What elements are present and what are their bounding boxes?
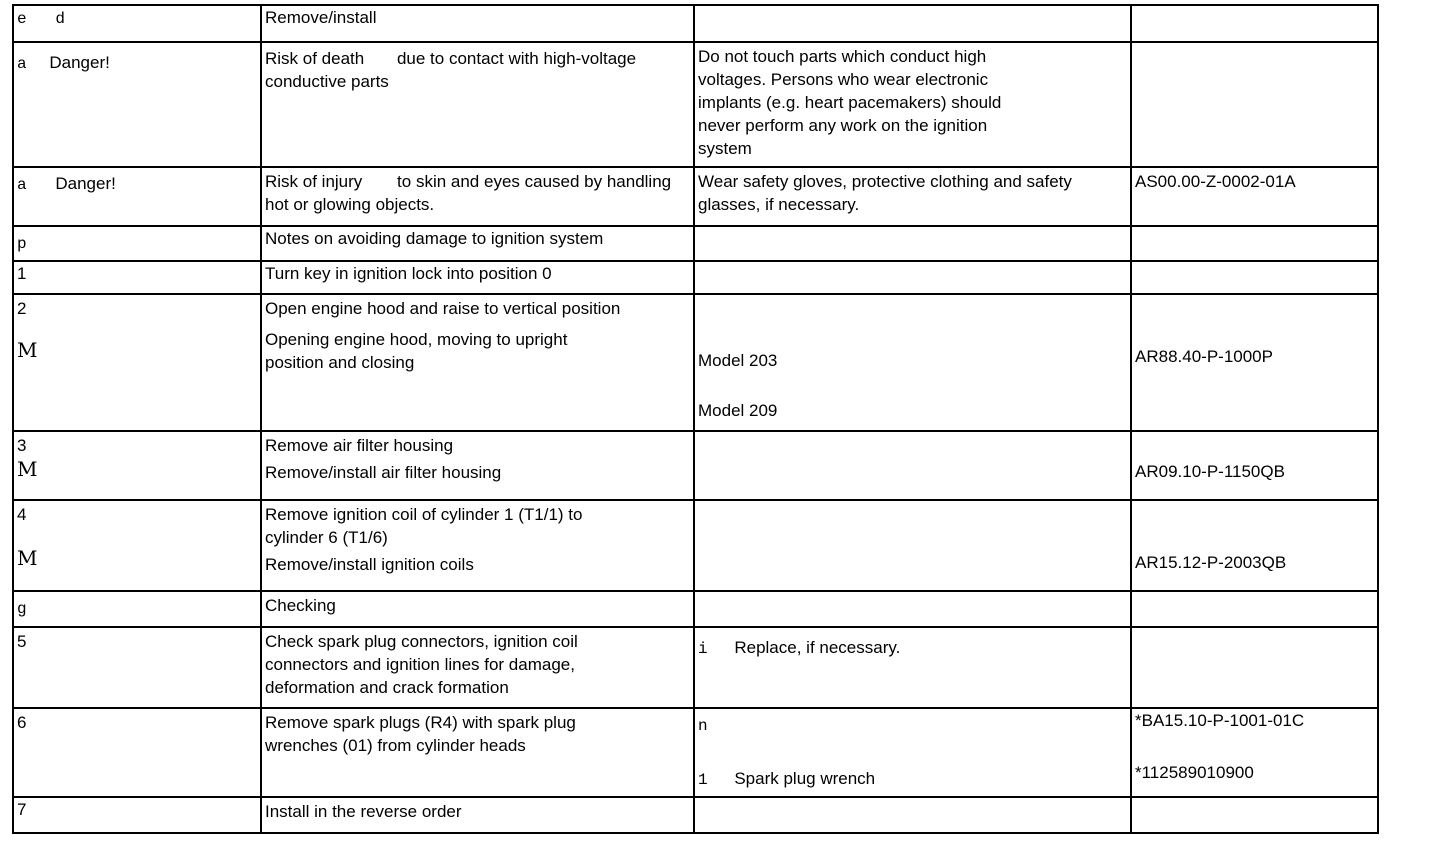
maintenance-icon: M	[17, 338, 38, 362]
row-symbol-cell	[13, 591, 261, 627]
table-row	[13, 708, 1378, 797]
table-row	[13, 167, 1378, 226]
row-step-number: 1	[13, 261, 261, 294]
row-notes	[694, 797, 1131, 833]
tool-name: Spark plug wrench	[734, 769, 876, 788]
step-number: 3	[17, 436, 27, 455]
table-row	[13, 591, 1378, 627]
reference-code: *BA15.10-P-1001-01C	[1135, 711, 1305, 730]
procedure-table	[12, 4, 1379, 834]
tool-icon: n	[698, 717, 708, 735]
model-note: Model 209	[698, 401, 778, 420]
row-reference: AS00.00-Z-0002-01A	[1131, 167, 1378, 226]
row-reference	[1131, 627, 1378, 708]
table-row	[13, 261, 1378, 294]
row-step-number: 7	[13, 797, 261, 833]
row-notes: Wear safety gloves, protective clothing and safety glasses, if necessary.	[694, 167, 1131, 226]
row-text	[261, 431, 694, 500]
danger-label: Danger!	[49, 53, 110, 72]
tool-part-number: *112589010900	[1135, 763, 1254, 782]
row-text: Install in the reverse order	[261, 797, 694, 833]
step-reference-title: Opening engine hood, moving to upright position and closing	[265, 330, 568, 372]
row-reference	[1131, 5, 1378, 42]
row-step-number: 6	[13, 708, 261, 797]
row-reference	[1131, 261, 1378, 294]
danger-icon: a	[17, 176, 27, 194]
row-text: Checking	[261, 591, 694, 627]
table-row	[13, 500, 1378, 591]
row-text	[261, 42, 694, 167]
row-symbol-cell	[13, 5, 261, 42]
row-reference: AR88.40-P-1000P	[1131, 294, 1378, 431]
table-row	[13, 431, 1378, 500]
row-reference	[1131, 226, 1378, 261]
checking-icon: g	[17, 600, 27, 618]
risk-heading: Risk of death	[265, 49, 365, 68]
row-reference	[1131, 708, 1378, 797]
row-notes	[694, 708, 1131, 797]
row-text: Notes on avoiding damage to ignition system	[261, 226, 694, 261]
notes-icon: p	[17, 235, 27, 253]
table-row	[13, 627, 1378, 708]
remove-install-icon-2: d	[55, 10, 65, 28]
row-text	[261, 294, 694, 431]
step-reference-title: Remove/install ignition coils	[265, 555, 474, 574]
row-notes	[694, 5, 1131, 42]
row-notes	[694, 627, 1131, 708]
row-symbol-cell	[13, 226, 261, 261]
danger-icon: a	[17, 55, 27, 73]
row-notes	[694, 591, 1131, 627]
risk-detail: due to contact with high-voltage conductive parts	[265, 49, 637, 91]
table-row	[13, 42, 1378, 167]
row-notes	[694, 431, 1131, 500]
row-step-number	[13, 431, 261, 500]
step-reference-title: Remove/install air filter housing	[265, 463, 502, 482]
step-action: Remove ignition coil of cylinder 1 (T1/1) to cylinder 6 (T1/6)	[265, 505, 583, 547]
row-text: Remove spark plugs (R4) with spark plug wrenches (01) from cylinder heads	[261, 708, 694, 797]
row-notes	[694, 294, 1131, 431]
model-note: Model 203	[698, 351, 778, 370]
row-symbol-cell	[13, 167, 261, 226]
row-text: Remove/install	[261, 5, 694, 42]
row-text	[261, 167, 694, 226]
row-reference: AR15.12-P-2003QB	[1131, 500, 1378, 591]
row-reference	[1131, 797, 1378, 833]
info-note: Replace, if necessary.	[734, 638, 901, 657]
step-action: Remove air filter housing	[265, 436, 454, 455]
risk-detail: to skin and eyes caused by handling hot or glowing objects.	[265, 172, 672, 214]
remove-install-icon: e	[17, 10, 27, 28]
row-reference	[1131, 42, 1378, 167]
row-reference: AR09.10-P-1150QB	[1131, 431, 1378, 500]
maintenance-icon: M	[17, 457, 38, 481]
tool-number: 1	[698, 771, 708, 789]
table-row	[13, 797, 1378, 833]
row-step-number	[13, 500, 261, 591]
maintenance-icon: M	[17, 546, 38, 570]
row-notes	[694, 226, 1131, 261]
table-row	[13, 226, 1378, 261]
info-icon: i	[698, 640, 708, 658]
row-step-number: 5	[13, 627, 261, 708]
row-notes: Do not touch parts which conduct high voltages. Persons who wear electronic implants (e.g. heart pacemakers) should never perform any work on the ignition system	[694, 42, 1131, 167]
row-notes	[694, 261, 1131, 294]
step-action: Open engine hood and raise to vertical position	[265, 299, 621, 318]
step-number: 2	[17, 299, 27, 318]
table-row	[13, 294, 1378, 431]
row-notes	[694, 500, 1131, 591]
row-text: Check spark plug connectors, ignition coil connectors and ignition lines for damage, deformation and crack formation	[261, 627, 694, 708]
risk-heading: Risk of injury	[265, 172, 363, 191]
step-number: 4	[17, 505, 27, 524]
row-text: Turn key in ignition lock into position 0	[261, 261, 694, 294]
row-reference	[1131, 591, 1378, 627]
table-row	[13, 5, 1378, 42]
row-step-number	[13, 294, 261, 431]
row-symbol-cell	[13, 42, 261, 167]
row-text	[261, 500, 694, 591]
danger-label: Danger!	[55, 174, 116, 193]
